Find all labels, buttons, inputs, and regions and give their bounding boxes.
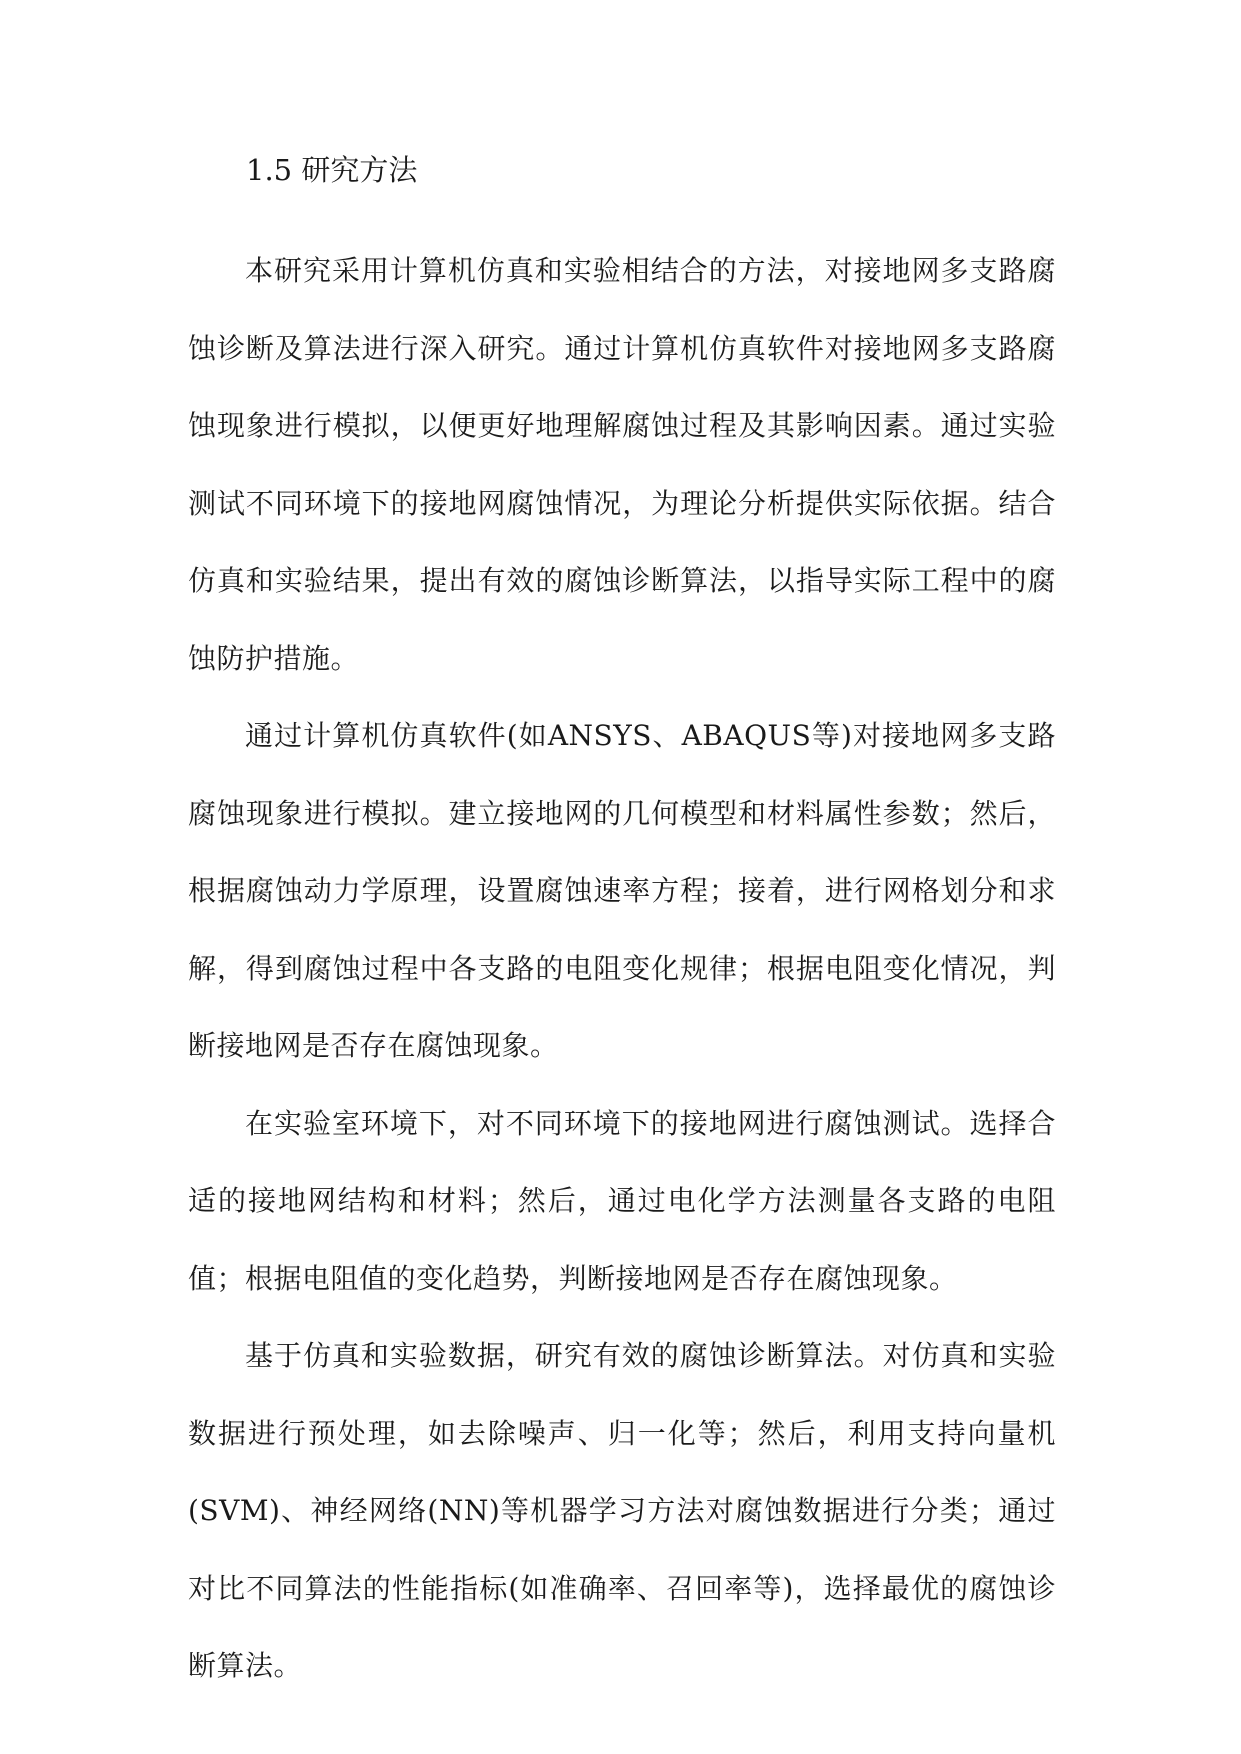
paragraph-experiment: 在实验室环境下，对不同环境下的接地网进行腐蚀测试。选择合适的接地网结构和材料；然后，通过电化学方法测量各支路的电阻值；根据电阻值的变化趋势，判断接地网是否存在腐蚀现象。 bbox=[188, 1106, 1056, 1295]
paragraph-overview: 本研究采用计算机仿真和实验相结合的方法，对接地网多支路腐蚀诊断及算法进行深入研究。通过计算机仿真软件对接地网多支路腐蚀现象进行模拟，以便更好地理解腐蚀过程及其影响因素。通过实验测试不同环境下的接地网腐蚀情况，为理论分析提供实际依据。结合仿真和实验结果，提出有效的腐蚀诊断算法，以指导实际工程中的腐蚀防护措施。 bbox=[188, 254, 1056, 675]
document-page bbox=[188, 148, 1056, 1705]
paragraph-simulation: 通过计算机仿真软件(如ANSYS、ABAQUS等)对接地网多支路腐蚀现象进行模拟。建立接地网的几何模型和材料属性参数；然后，根据腐蚀动力学原理，设置腐蚀速率方程；接着，进行网格划分和求解，得到腐蚀过程中各支路的电阻变化规律；根据电阻变化情况，判断接地网是否存在腐蚀现象。 bbox=[188, 719, 1056, 1062]
section-heading: 1.5 研究方法 bbox=[246, 153, 418, 187]
paragraph-algorithm: 基于仿真和实验数据，研究有效的腐蚀诊断算法。对仿真和实验数据进行预处理，如去除噪声、归一化等；然后，利用支持向量机(SVM)、神经网络(NN)等机器学习方法对腐蚀数据进行分类；通过对比不同算法的性能指标(如准确率、召回率等)，选择最优的腐蚀诊断算法。 bbox=[188, 1339, 1056, 1682]
